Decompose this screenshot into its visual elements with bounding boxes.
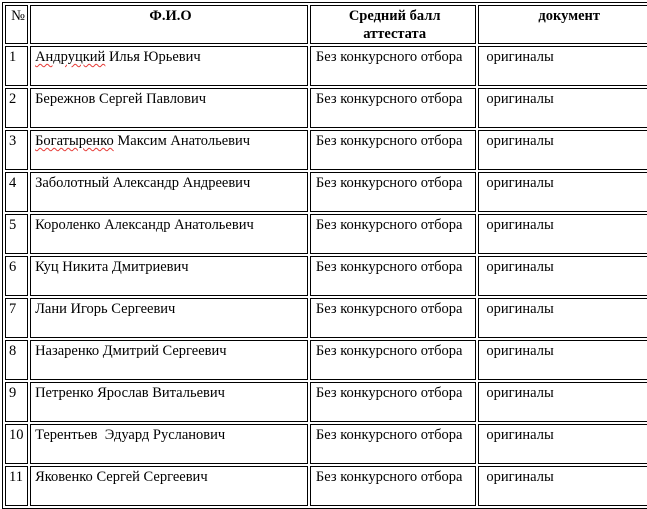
full-name-cell [30,46,308,86]
average-score-cell: Без конкурсного отбора [310,298,477,338]
full-name-cell [30,424,308,464]
table-row [5,214,647,254]
surname-text: Петренко [35,385,94,401]
document-cell: оригиналы [478,424,647,464]
surname-text: Бережнов [35,91,96,107]
document-cell: оригиналы [478,466,647,506]
document-cell: оригиналы [478,214,647,254]
average-score-cell: Без конкурсного отбора [310,256,477,296]
document-cell: оригиналы [478,256,647,296]
surname-text: Короленко [35,217,101,233]
table-body [5,46,647,506]
surname-text: Лани [35,301,67,317]
header-number: № [5,5,28,44]
given-names-text: Александр Анатольевич [100,217,254,233]
full-name-cell [30,466,308,506]
row-number-cell: 2 [5,88,28,128]
full-name-cell [30,172,308,212]
row-number-cell: 10 [5,424,28,464]
row-number-cell: 8 [5,340,28,380]
average-score-cell: Без конкурсного отбора [310,382,477,422]
average-score-cell: Без конкурсного отбора [310,172,477,212]
average-score-cell: Без конкурсного отбора [310,46,477,86]
table-row [5,382,647,422]
given-names-text: Максим Анатольевич [113,133,251,149]
surname-text: Яковенко [35,469,93,485]
given-names-text: Сергей Павлович [95,91,207,107]
document-cell: оригиналы [478,46,647,86]
row-number-cell: 11 [5,466,28,506]
header-document: документ [478,5,647,44]
surname-text: Андруцкий [35,49,106,65]
average-score-cell: Без конкурсного отбора [310,88,477,128]
given-names-text: Илья Юрьевич [105,49,201,65]
surname-text: Терентьев [35,427,98,443]
average-score-cell: Без конкурсного отбора [310,214,477,254]
table-header-row [5,5,647,44]
row-number-cell: 1 [5,46,28,86]
row-number-cell: 7 [5,298,28,338]
full-name-cell [30,382,308,422]
surname-text: Заболотный [35,175,110,191]
average-score-cell: Без конкурсного отбора [310,340,477,380]
row-number-cell: 3 [5,130,28,170]
full-name-cell [30,88,308,128]
table-row [5,130,647,170]
table-row [5,256,647,296]
surname-text: Назаренко [35,343,100,359]
document-cell: оригиналы [478,298,647,338]
document-cell: оригиналы [478,340,647,380]
applicants-table [2,2,647,509]
document-cell: оригиналы [478,172,647,212]
full-name-cell [30,130,308,170]
given-names-text: Дмитрий Сергеевич [99,343,227,359]
table-row [5,298,647,338]
table-row [5,172,647,212]
full-name-cell [30,340,308,380]
full-name-cell [30,298,308,338]
given-names-text: Никита Дмитриевич [58,259,189,275]
table-row [5,46,647,86]
given-names-text: Александр Андреевич [109,175,251,191]
document-cell: оригиналы [478,382,647,422]
document-cell: оригиналы [478,130,647,170]
header-full-name: Ф.И.О [30,5,308,44]
header-average-score: Средний балл аттестата [310,5,477,44]
given-names-text: Ярослав Витальевич [93,385,225,401]
row-number-cell: 6 [5,256,28,296]
table-row [5,88,647,128]
table-row [5,466,647,506]
average-score-cell: Без конкурсного отбора [310,424,477,464]
document-cell: оригиналы [478,88,647,128]
table-row [5,340,647,380]
full-name-cell [30,214,308,254]
row-number-cell: 9 [5,382,28,422]
given-names-text: Игорь Сергеевич [66,301,176,317]
row-number-cell: 4 [5,172,28,212]
surname-text: Куц [35,259,59,275]
surname-text: Богатыренко [35,133,114,149]
full-name-cell [30,256,308,296]
average-score-cell: Без конкурсного отбора [310,130,477,170]
given-names-text: Эдуард Русланович [97,427,226,443]
table-row [5,424,647,464]
row-number-cell: 5 [5,214,28,254]
average-score-cell: Без конкурсного отбора [310,466,477,506]
given-names-text: Сергей Сергеевич [92,469,208,485]
